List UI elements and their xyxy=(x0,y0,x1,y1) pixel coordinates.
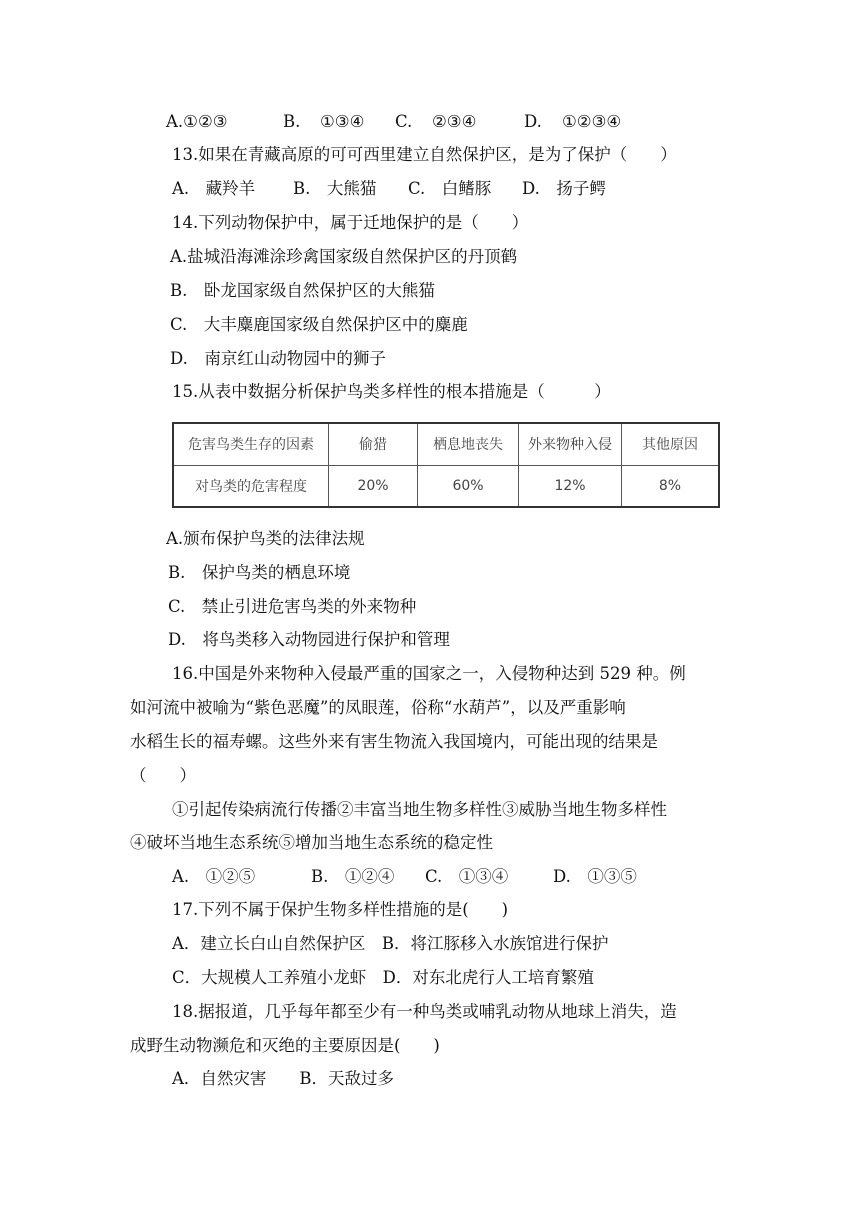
table-header-row xyxy=(173,423,719,465)
q17-options-line-2: C．大规模人工养殖小龙虾 D．对东北虎行人工培育繁殖 xyxy=(172,968,594,987)
q15-data-table xyxy=(172,422,720,508)
table-cell: 危害鸟类生存的因素 xyxy=(173,423,329,465)
q12-option-c-letter: C. xyxy=(395,112,413,131)
q16-line-6: ④破坏当地生态系统⑤增加当地生态系统的稳定性 xyxy=(130,833,493,852)
table-cell: 8% xyxy=(622,465,720,507)
q12-option-a: A.①②③ xyxy=(166,112,228,131)
q13-option-a: A. 藏羚羊 xyxy=(172,179,256,198)
q16-option-c: C. ①③④ xyxy=(425,867,509,886)
q12-option-b: ①③④ xyxy=(320,112,365,131)
table-cell: 对鸟类的危害程度 xyxy=(173,465,329,507)
q16-line-2: 如河流中被喻为“紫色恶魔”的凤眼莲，俗称“水葫芦”，以及严重影响 xyxy=(130,698,626,717)
q17-stem: 17.下列不属于保护生物多样性措施的是( ) xyxy=(172,900,509,919)
q14-option-d: D. 南京红山动物园中的狮子 xyxy=(170,349,386,368)
q12-option-d-letter: D. xyxy=(524,112,542,131)
q18-line-1: 18.据报道，几乎每年都至少有一种鸟类或哺乳动物从地球上消失，造 xyxy=(172,1002,677,1021)
q16-line-4: （ ） xyxy=(130,766,196,785)
q12-option-b-letter: B. xyxy=(283,112,301,131)
table-cell: 栖息地丧失 xyxy=(418,423,519,465)
table-cell: 偷猎 xyxy=(329,423,418,465)
table-cell: 20% xyxy=(329,465,418,507)
q12-option-d: ①②③④ xyxy=(562,112,622,131)
q14-stem: 14.下列动物保护中，属于迁地保护的是（ ） xyxy=(172,213,529,232)
q14-option-a: A.盐城沿海滩涂珍禽国家级自然保护区的丹顶鹤 xyxy=(170,247,518,266)
q15-option-b: B. 保护鸟类的栖息环境 xyxy=(168,563,351,582)
q18-line-2: 成野生动物濒危和灭绝的主要原因是( ) xyxy=(130,1036,440,1055)
q18-options: A．自然灾害 B．天敌过多 xyxy=(172,1069,395,1088)
table-cell: 60% xyxy=(418,465,519,507)
table-cell: 外来物种入侵 xyxy=(519,423,622,465)
q12-option-c: ②③④ xyxy=(432,112,477,131)
q13-option-c: C. 白鳍豚 xyxy=(408,179,492,198)
q16-option-a: A. ①②⑤ xyxy=(172,867,256,886)
table-row xyxy=(173,465,719,507)
q16-option-d: D. ①③⑤ xyxy=(553,867,637,886)
q13-stem: 13.如果在青藏高原的可可西里建立自然保护区，是为了保护（ ） xyxy=(172,145,677,164)
q15-option-a: A.颁布保护鸟类的法律法规 xyxy=(166,529,365,548)
q16-line-1: 16.中国是外来物种入侵最严重的国家之一，入侵物种达到 529 种。例 xyxy=(172,664,686,683)
q14-option-c: C. 大丰麋鹿国家级自然保护区中的麋鹿 xyxy=(170,315,468,334)
q14-option-b: B. 卧龙国家级自然保护区的大熊猫 xyxy=(170,281,435,300)
table-cell: 其他原因 xyxy=(622,423,720,465)
q13-option-d: D. 扬子鳄 xyxy=(522,179,606,198)
q13-option-b: B. 大熊猫 xyxy=(293,179,377,198)
q15-stem: 15.从表中数据分析保护鸟类多样性的根本措施是（ ） xyxy=(172,382,611,401)
q17-options-line-1: A．建立长白山自然保护区 B．将江豚移入水族馆进行保护 xyxy=(172,934,609,953)
q16-line-3: 水稻生长的福寿螺。这些外来有害生物流入我国境内，可能出现的结果是 xyxy=(130,732,658,751)
q15-option-d: D. 将鸟类移入动物园进行保护和管理 xyxy=(168,630,450,649)
q16-line-5: ①引起传染病流行传播②丰富当地生物多样性③威胁当地生物多样性 xyxy=(172,800,667,819)
q16-option-b: B. ①②④ xyxy=(311,867,395,886)
table-cell: 12% xyxy=(519,465,622,507)
q15-option-c: C. 禁止引进危害鸟类的外来物种 xyxy=(168,597,417,616)
